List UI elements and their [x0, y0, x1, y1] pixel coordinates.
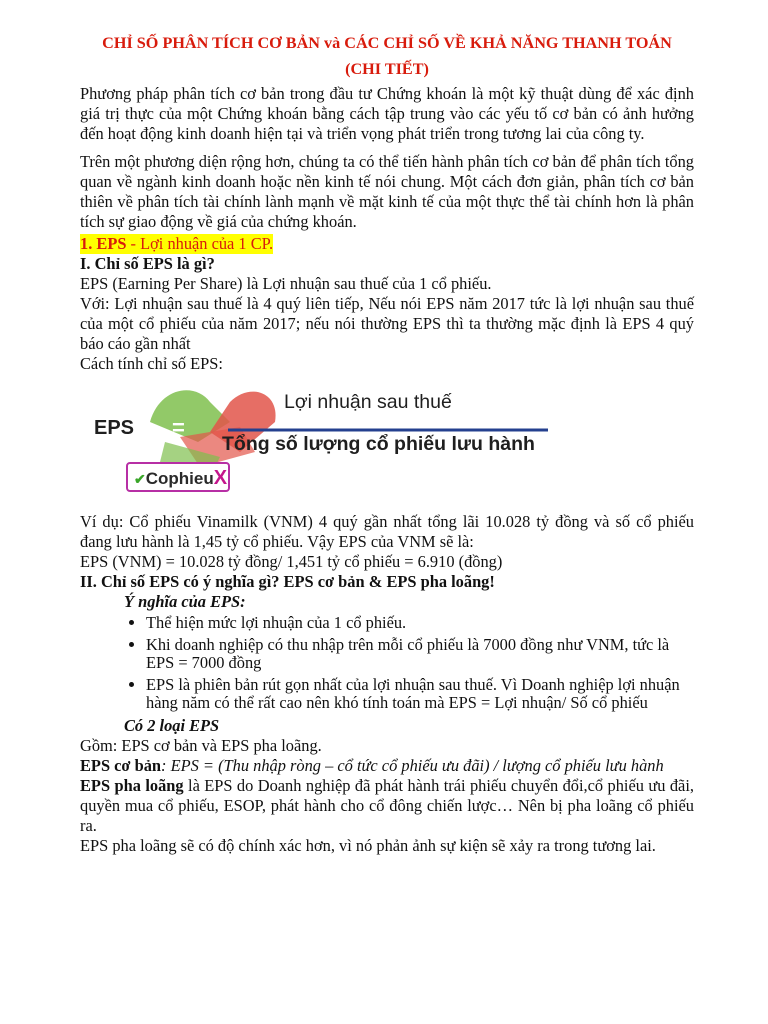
meaning-label: Ý nghĩa của EPS:: [124, 592, 246, 611]
logo-text: Cophieu: [145, 469, 214, 488]
eps-formula-image: [80, 382, 694, 494]
eps-basic-line: [80, 756, 694, 776]
section-1-heading-bold: 1. EPS: [80, 234, 127, 253]
example-calculation: EPS (VNM) = 10.028 tỷ đồng/ 1,451 tỷ cổ phiếu = 6.910 (đồng): [80, 552, 503, 571]
title-line-1: CHỈ SỐ PHÂN TÍCH CƠ BẢN và CÁC CHỈ SỐ VỀ KHẢ NĂNG THANH TOÁN: [102, 34, 672, 52]
formula-denominator: Tổng số lượng cổ phiếu lưu hành: [222, 433, 535, 455]
eps-basic-label: EPS cơ bản: [80, 756, 162, 775]
title-line-2: (CHI TIẾT): [345, 60, 429, 78]
list-item: • EPS là phiên bản rút gọn nhất của lợi nhuận sau thuế. Vì Doanh nghiệp lợi nhuận hàng năm có thể rất cao nên khó tính toán mà EPS = Lợi nhuận/ Số cổ phiếu: [146, 676, 694, 712]
list-item: • Thể hiện mức lợi nhuận của 1 cổ phiếu.: [146, 614, 694, 632]
section-2-heading: II. Chỉ số EPS có ý nghĩa gì? EPS cơ bản & EPS pha loãng!: [80, 572, 495, 591]
eps-diluted-label: EPS pha loãng: [80, 776, 184, 795]
section-1-heading-rest: - Lợi nhuận của 1 CP.: [126, 234, 274, 253]
types-label: Có 2 loại EPS: [124, 716, 220, 735]
document-title: [80, 30, 694, 82]
cophieux-logo: [126, 462, 230, 492]
intro-paragraph-1: Phương pháp phân tích cơ bản trong đầu tư Chứng khoán là một kỹ thuật dùng để xác định giá trị thực của một Chứng khoán bằng cách tập trung vào các yếu tố cơ bản có ảnh hưởng đến hoạt động kinh doanh hiện tại và triển vọng phát triển trong tương lai của công ty.: [80, 84, 694, 143]
example-paragraph: Ví dụ: Cổ phiếu Vinamilk (VNM) 4 quý gần nhất tổng lãi 10.028 tỷ đồng và số cổ phiếu đang lưu hành là 1,45 tỷ cổ phiếu. Vậy EPS của VNM sẽ là:: [80, 512, 694, 551]
types-includes: Gồm: EPS cơ bản và EPS pha loãng.: [80, 736, 322, 755]
eps-diluted-text: là EPS do Doanh nghiệp đã phát hành trái phiếu chuyển đổi,cổ phiếu ưu đãi, quyền mua cổ phiếu, ESOP, phát hành cho cổ đông chiến lược… Nên bị pha loãng cổ phiếu ra.: [80, 776, 694, 835]
leaf-icon: ✔: [134, 471, 146, 487]
section-1-heading: [80, 234, 273, 254]
formula-numerator: Lợi nhuận sau thuế: [284, 391, 452, 413]
eps-diluted-line: [80, 776, 694, 836]
eps-definition: EPS (Earning Per Share) là Lợi nhuận sau thuế của 1 cổ phiếu.: [80, 274, 492, 293]
document-page: [80, 30, 694, 856]
formula-equals: =: [172, 415, 185, 440]
intro-paragraph-2: Trên một phương diện rộng hơn, chúng ta có thể tiến hành phân tích cơ bản để phân tích tổng quan về ngành kinh doanh hoặc nền kinh tế nói chung. Một cách đơn giản, phân tích cơ bản thiên về phân tích tài chính lành mạnh về mặt kinh tế của một thực thể tài chính hơn là phân tích sự giao động về giá của chứng khoán.: [80, 152, 694, 231]
eps-basic-formula: : EPS = (Thu nhập ròng – cổ tức cổ phiếu ưu đãi) / lượng cổ phiếu lưu hành: [161, 756, 664, 775]
formula-eps-label: EPS: [94, 417, 135, 439]
eps-calc-label: Cách tính chỉ số EPS:: [80, 354, 223, 373]
subheading-what-is-eps: I. Chỉ số EPS là gì?: [80, 254, 215, 273]
logo-x: X: [213, 467, 228, 489]
eps-note: Với: Lợi nhuận sau thuế là 4 quý liên tiếp, Nếu nói EPS năm 2017 tức là lợi nhuận sau thuế của một cổ phiếu của năm 2017; nếu nói thường EPS thì ta thường mặc định là EPS 4 quý báo cáo gần nhất: [80, 294, 694, 353]
list-item: • Khi doanh nghiệp có thu nhập trên mỗi cổ phiếu là 7000 đồng như VNM, tức là EPS = 7000 đồng: [146, 636, 694, 672]
meaning-list: [80, 614, 694, 712]
closing-paragraph: EPS pha loãng sẽ có độ chính xác hơn, vì nó phản ảnh sự kiện sẽ xảy ra trong tương lai.: [80, 836, 656, 855]
